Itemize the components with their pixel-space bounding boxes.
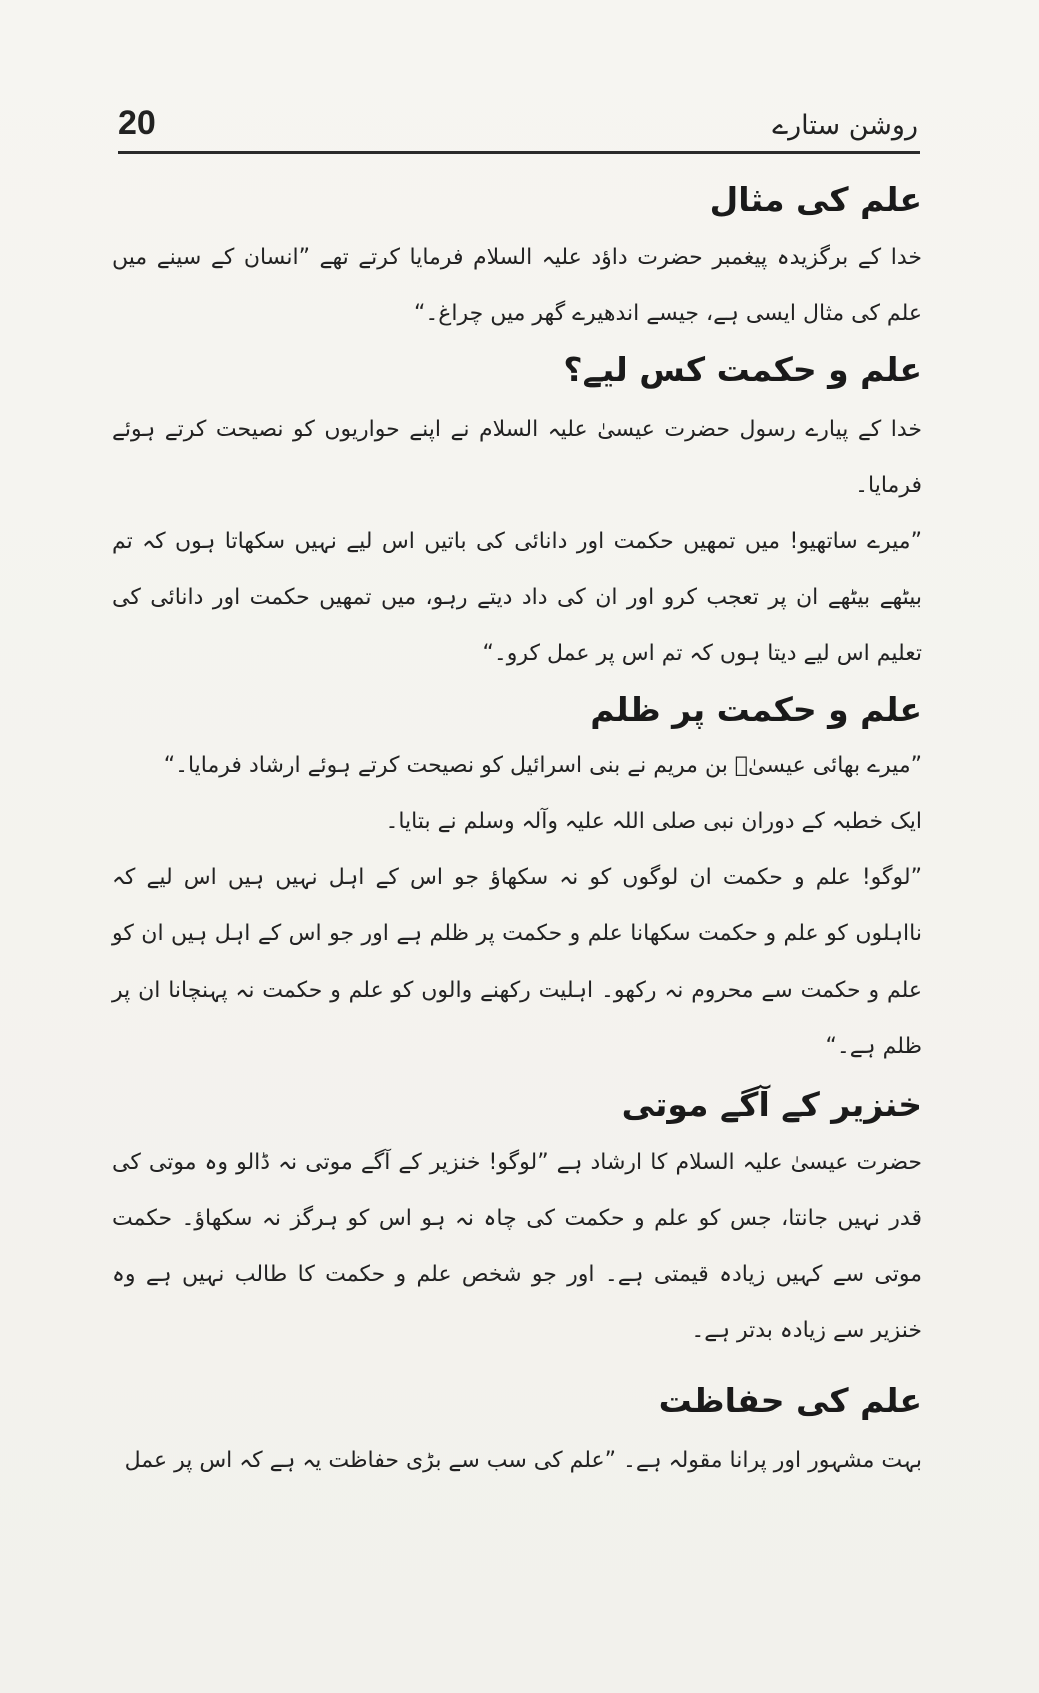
page-header [118,96,918,158]
section-paragraph: ”میرے بھائی عیسیٰؑ بن مریم نے بنی اسرائیل کو نصیحت کرتے ہوئے ارشاد فرمایا۔“ [163,753,922,779]
section-paragraph: خدا کے پیارے رسول حضرت عیسیٰ علیہ السلام نے اپنے حواریوں کو نصیحت کرتے ہوئے فرمایا۔ [112,416,922,498]
quoted-paragraph: ”میرے ساتھیو! میں تمھیں حکمت اور دانائی کی باتیں اس لیے نہیں سکھاتا ہوں کہ تم بیٹھے بیٹھے ان پر تعجب کرو اور ان کی داد دیتے رہو، میں تمھیں حکمت اور دانائی کی تعلیم اس لیے دیتا ہوں کہ تم اس پر عمل کرو۔“ [112,529,922,667]
section-ilm-o-hikmat-par-zulm [112,686,922,1074]
section-heading: علم و حکمت کس لیے؟ [563,350,922,390]
section-heading: علم کی مثال [709,180,922,219]
header-divider [118,151,920,154]
section-khinzeer-ke-aage-moti [112,1081,922,1359]
page-body [112,176,922,1489]
quoted-paragraph: ”لوگو! علم و حکمت ان لوگوں کو نہ سکھاؤ جو اس کے اہل نہیں ہیں اس لیے کہ نااہلوں کو علم و حکمت سکھانا علم و حکمت پر ظلم ہے اور جو اس کے اہل ہیں ان کو علم و حکمت سے محروم نہ رکھو۔ اہلیت رکھنے والوں کو علم و حکمت نہ پہنچانا ان پر ظلم ہے۔“ [112,865,922,1059]
section-ilm-ki-hifazat [112,1377,922,1489]
section-heading: علم و حکمت پر ظلم [590,690,922,730]
section-paragraph: خدا کے برگزیدہ پیغمبر حضرت داؤد علیہ السلام فرمایا کرتے تھے ”انسان کے سینے میں علم کی مثال ایسی ہے، جیسے اندھیرے گھر میں چراغ۔“ [112,244,922,326]
section-paragraph: بہت مشہور اور پرانا مقولہ ہے۔ ”علم کی سب سے بڑی حفاظت یہ ہے کہ اس پر عمل [124,1447,922,1473]
page-number: 20 [118,104,156,142]
section-heading: خنزیر کے آگے موتی [621,1084,922,1124]
section-paragraph: ایک خطبہ کے دوران نبی صلی اللہ علیہ وآلہ وسلم نے بتایا۔ [385,809,922,835]
section-ilm-ki-misal [112,176,922,342]
section-paragraph: حضرت عیسیٰ علیہ السلام کا ارشاد ہے ”لوگو! خنزیر کے آگے موتی نہ ڈالو وہ موتی کی قدر نہیں جانتا، جس کو علم و حکمت کی چاہ نہ ہو اس کو ہرگز نہ سکھاؤ۔ حکمت موتی سے کہیں زیادہ قیمتی ہے۔ اور جو شخص علم و حکمت کا طالب نہیں ہے وہ خنزیر سے زیادہ بدتر ہے۔ [112,1149,922,1343]
section-heading: علم کی حفاظت [658,1380,922,1420]
section-ilm-o-hikmat-kis-liye [112,346,922,682]
running-title: روشن ستارے [772,110,918,141]
